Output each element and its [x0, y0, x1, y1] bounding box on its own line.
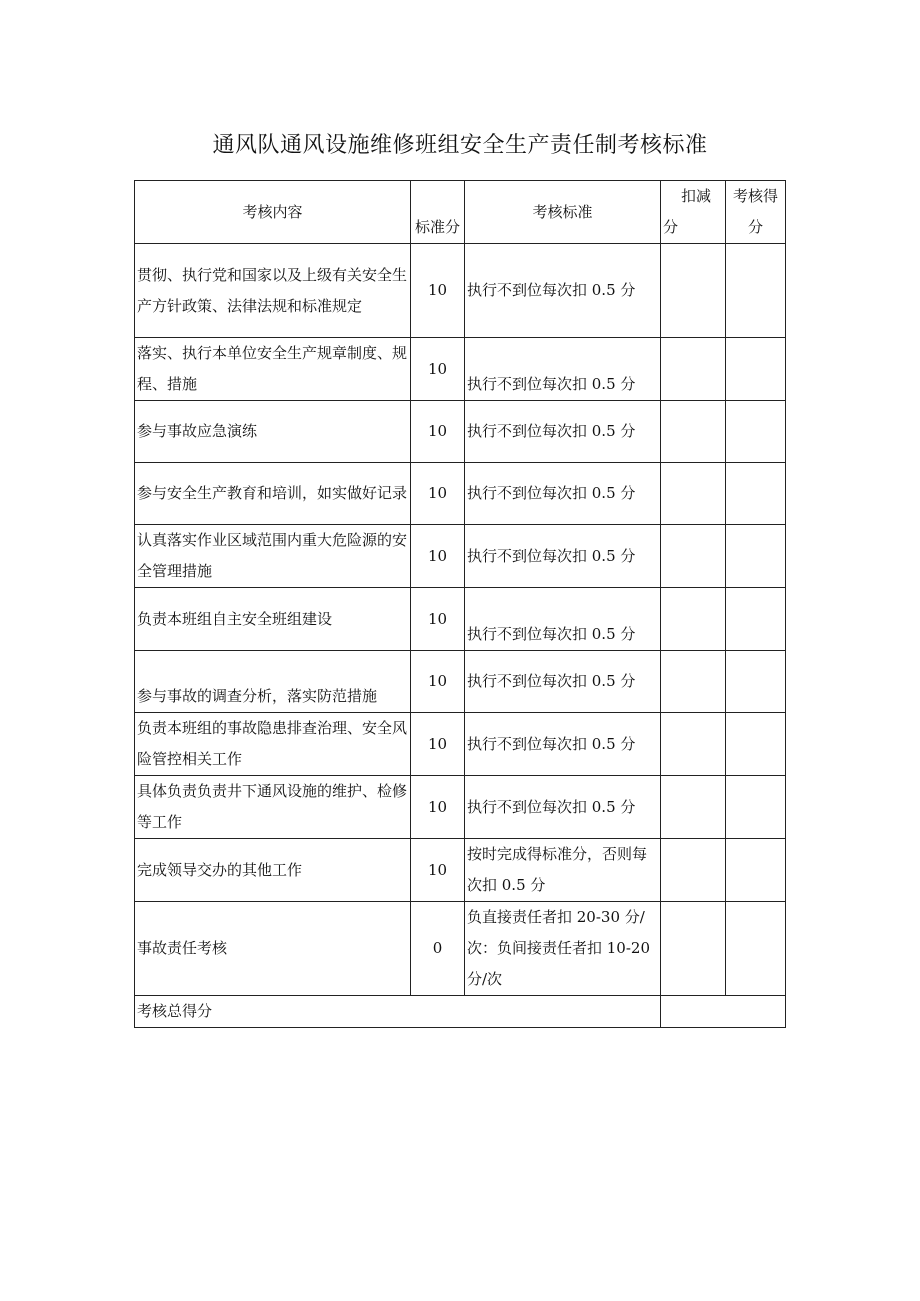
row-score: 10 [411, 839, 465, 902]
header-criteria: 考核标准 [465, 181, 661, 244]
row-score: 10 [411, 776, 465, 839]
row-deduction-cell [661, 588, 726, 651]
total-score-cell [661, 996, 786, 1028]
row-criteria: 执行不到位每次扣 0.5 分 [465, 401, 661, 463]
row-score: 10 [411, 588, 465, 651]
row-score: 10 [411, 338, 465, 401]
row-criteria: 执行不到位每次扣 0.5 分 [465, 525, 661, 588]
total-label: 考核总得分 [135, 996, 661, 1028]
row-content: 负责本班组的事故隐患排查治理、安全风险管控相关工作 [135, 713, 411, 776]
row-score: 10 [411, 651, 465, 713]
page-title: 通风队通风设施维修班组安全生产责任制考核标准 [212, 133, 708, 158]
table-row [135, 588, 786, 651]
row-deduction-cell [661, 463, 726, 525]
row-deduction-cell [661, 651, 726, 713]
row-deduction-cell [661, 244, 726, 338]
row-score: 10 [411, 713, 465, 776]
row-deduction-cell [661, 902, 726, 996]
table-row [135, 776, 786, 839]
row-deduction-cell [661, 525, 726, 588]
row-content: 落实、执行本单位安全生产规章制度、规程、措施 [135, 338, 411, 401]
table-row [135, 401, 786, 463]
header-content: 考核内容 [135, 181, 411, 244]
row-score-cell [726, 902, 786, 996]
row-deduction-cell [661, 401, 726, 463]
table-row [135, 244, 786, 338]
row-score-cell [726, 463, 786, 525]
row-criteria: 执行不到位每次扣 0.5 分 [465, 463, 661, 525]
table-header-row [135, 181, 786, 244]
header-score-line1: 考核得 [732, 187, 778, 205]
table-row [135, 839, 786, 902]
row-deduction-cell [661, 776, 726, 839]
header-deduction-line2: 分 [663, 218, 679, 236]
table-row [135, 525, 786, 588]
row-content: 参与事故应急演练 [135, 401, 411, 463]
row-score: 10 [411, 463, 465, 525]
row-criteria: 执行不到位每次扣 0.5 分 [465, 651, 661, 713]
row-score-cell [726, 776, 786, 839]
row-criteria: 执行不到位每次扣 0.5 分 [465, 713, 661, 776]
row-score: 0 [411, 902, 465, 996]
row-score-cell [726, 244, 786, 338]
row-content: 参与安全生产教育和培训，如实做好记录 [135, 463, 411, 525]
row-score-cell [726, 588, 786, 651]
row-score-cell [726, 338, 786, 401]
table-row [135, 463, 786, 525]
row-content: 参与事故的调查分析，落实防范措施 [135, 651, 411, 713]
row-content: 贯彻、执行党和国家以及上级有关安全生产方针政策、法律法规和标准规定 [135, 244, 411, 338]
row-score-cell [726, 401, 786, 463]
header-deduction-line1: 扣减 [681, 187, 712, 205]
row-deduction-cell [661, 839, 726, 902]
row-content: 认真落实作业区域范围内重大危险源的安全管理措施 [135, 525, 411, 588]
row-deduction-cell [661, 713, 726, 776]
row-criteria: 负直接责任者扣 20-30 分/次：负间接责任者扣 10-20 分/次 [465, 902, 661, 996]
assessment-table [134, 180, 786, 1028]
row-criteria: 执行不到位每次扣 0.5 分 [465, 776, 661, 839]
row-criteria: 执行不到位每次扣 0.5 分 [465, 244, 661, 338]
table-row [135, 651, 786, 713]
header-standard-score: 标准分 [411, 181, 465, 244]
row-content: 完成领导交办的其他工作 [135, 839, 411, 902]
table-row [135, 713, 786, 776]
header-score-line2: 分 [747, 218, 763, 236]
total-row [135, 996, 786, 1028]
row-criteria: 按时完成得标准分，否则每次扣 0.5 分 [465, 839, 661, 902]
row-content: 负责本班组自主安全班组建设 [135, 588, 411, 651]
row-content: 具体负责负责井下通风设施的维护、检修等工作 [135, 776, 411, 839]
row-criteria: 执行不到位每次扣 0.5 分 [465, 588, 661, 651]
row-score: 10 [411, 525, 465, 588]
row-score: 10 [411, 401, 465, 463]
row-score: 10 [411, 244, 465, 338]
row-score-cell [726, 525, 786, 588]
header-score [726, 181, 786, 244]
table-row [135, 902, 786, 996]
header-deduction [661, 181, 726, 244]
row-score-cell [726, 713, 786, 776]
row-criteria: 执行不到位每次扣 0.5 分 [465, 338, 661, 401]
row-score-cell [726, 839, 786, 902]
table-row [135, 338, 786, 401]
row-score-cell [726, 651, 786, 713]
row-deduction-cell [661, 338, 726, 401]
row-content: 事故责任考核 [135, 902, 411, 996]
